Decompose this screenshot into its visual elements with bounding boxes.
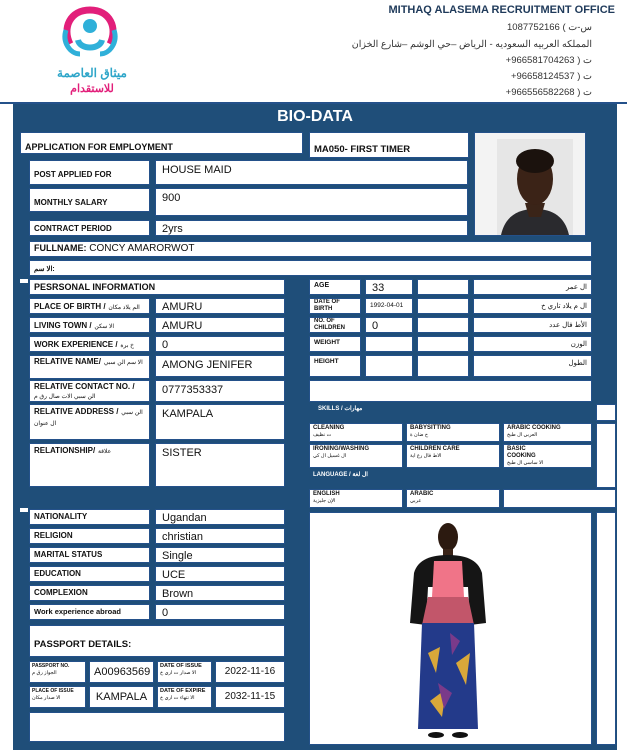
children-value: 0 [365, 317, 413, 333]
dob-ar: ال م يلاد تاري خ [473, 298, 592, 314]
language-arabic [406, 489, 500, 508]
fullname-ar-label: الا سم: [34, 266, 55, 273]
education-value: UCE [155, 566, 285, 582]
application-code: MA050- FIRST TIMER [309, 132, 469, 158]
passport-no-label-ar: الجواز رق م [32, 670, 57, 676]
skill-children-care [406, 444, 500, 468]
language-heading-en: LANGUAGE / [313, 472, 351, 478]
exp-label [29, 336, 150, 352]
exp-value: 0 [155, 336, 285, 352]
relative-address-label-en: RELATIVE ADDRESS / [34, 407, 119, 416]
skill-cleaning-ar: ت نظيف [313, 432, 332, 438]
relationship-value: SISTER [155, 443, 285, 487]
issue-date-label [157, 661, 212, 683]
skill-arabic-cooking [503, 423, 592, 442]
relative-name-value: AMONG JENIFER [155, 355, 285, 377]
relative-name-label [29, 355, 150, 379]
height-ar: الطول [473, 355, 592, 377]
pob-value: AMURU [155, 298, 285, 314]
fullname-value: CONCY AMARORWOT [89, 243, 195, 254]
expire-date-value: 2032-11-15 [215, 686, 285, 708]
religion-value: christian [155, 528, 285, 544]
skill-ironing-en: IRONING/WASHING [313, 446, 370, 452]
skill-arabic-cooking-en: ARABIC COOKING [507, 425, 561, 431]
skill-babysitting-ar: ح ضان ة [410, 432, 429, 438]
relative-address-label [29, 404, 150, 440]
children-ar: الأط فال عدد [473, 317, 592, 333]
town-label [29, 317, 150, 333]
relationship-label-ar: علاقة [97, 449, 112, 455]
skill-basic-cooking-ar: الا ساسي ال طبخ [507, 460, 544, 466]
education-label: EDUCATION [29, 566, 150, 582]
weight-blank [417, 336, 469, 352]
fullname-ar-row [29, 260, 592, 276]
fullname-label: FULLNAME: [34, 243, 87, 253]
relative-contact-label-ar: الن سبي الات صال رق م [34, 394, 96, 400]
religion-label: RELIGION [29, 528, 150, 544]
issue-date-label-en: DATE OF ISSUE [160, 663, 202, 669]
expire-date-label-ar: الا نتهاء ت اري خ [160, 695, 195, 701]
post-value: HOUSE MAID [155, 160, 468, 185]
office-phone-3: +966556582268 ) ت [505, 87, 592, 98]
dob-label: DATE OF BIRTH [309, 298, 361, 314]
bio-title: BIO-DATA [277, 108, 353, 125]
skills-right-column [596, 423, 616, 488]
abroad-label: Work experience abroad [29, 604, 150, 620]
height-label: HEIGHT [309, 355, 361, 377]
passport-no-value: A00963569 [89, 661, 154, 683]
logo [40, 4, 140, 72]
children-blank [417, 317, 469, 333]
pob-label-ar: الم يلاد مكان [108, 305, 140, 311]
skill-cleaning-en: CLEANING [313, 425, 345, 431]
skills-heading-ar: مهارات [344, 406, 363, 412]
photo-frame [474, 132, 586, 236]
relative-address-label-ar: الن سبي ال عنوان [34, 410, 143, 427]
issue-place-value: KAMPALA [89, 686, 154, 708]
skill-cleaning [309, 423, 403, 442]
nationality-value: Ugandan [155, 509, 285, 525]
marital-label: MARITAL STATUS [29, 547, 150, 563]
pob-label [29, 298, 150, 314]
pob-label-en: PLACE OF BIRTH / [34, 302, 106, 311]
dob-value: 1992-04-01 [365, 298, 413, 314]
office-phone-1: +966581704263 ) ت [505, 55, 592, 66]
logo-text-ar-2: للاستقدام [70, 83, 114, 95]
relative-address-value: KAMPALA [155, 404, 285, 440]
left-blank-box [20, 279, 28, 283]
passport-no-label-en: PASSPORT NO. [32, 663, 70, 669]
complexion-label: COMPLEXION [29, 585, 150, 601]
office-phone-2: +96658124537 ) ت [510, 71, 592, 82]
height-value [365, 355, 413, 377]
skills-heading-en: SKILLS / [318, 406, 343, 412]
issue-place-label-en: PLACE OF ISSUE [32, 688, 74, 694]
language-heading [313, 471, 368, 478]
salary-value: 900 [155, 188, 468, 216]
skill-basic-cooking [503, 444, 592, 468]
skills-right-blank [596, 404, 616, 421]
contract-value: 2yrs [155, 220, 468, 236]
skill-children-care-en: CHILDREN CARE [410, 446, 460, 452]
office-address: المملكه العربيه السعوديه - الرياض –حي الوشم –شارع الخزان [351, 39, 592, 50]
language-heading-ar: ال لغة [352, 472, 368, 478]
language-arabic-ar: عربي [410, 498, 422, 504]
skill-ironing [309, 444, 403, 468]
passport-no-label [29, 661, 86, 683]
relationship-label [29, 443, 150, 487]
age-label: AGE [309, 279, 361, 295]
age-value: 33 [365, 279, 413, 295]
exp-label-en: WORK EXPERIENCE / [34, 340, 118, 349]
relative-contact-value: 0777353337 [155, 380, 285, 402]
language-arabic-en: ARABIC [410, 491, 434, 497]
logo-text-ar: ميثاق العاصمة [57, 66, 127, 80]
fullname-row [29, 241, 592, 257]
nationality-label: NATIONALITY [29, 509, 150, 525]
relative-name-label-en: RELATIVE NAME/ [34, 357, 101, 366]
office-name: MITHAQ ALASEMA RECRUITMENT OFFICE [388, 4, 615, 16]
town-label-en: LIVING TOWN / [34, 321, 92, 330]
relative-contact-label-en: RELATIVE CONTACT NO. / [34, 382, 135, 391]
language-english-en: ENGLISH [313, 491, 340, 497]
abroad-value: 0 [155, 604, 285, 620]
complexion-value: Brown [155, 585, 285, 601]
skill-babysitting-en: BABYSITTING [410, 425, 451, 431]
expire-date-label [157, 686, 212, 708]
passport-blank [29, 712, 285, 742]
passport-heading: PASSPORT DETAILS: [29, 625, 285, 657]
skill-children-care-ar: الاط فال رع اية [410, 453, 442, 459]
contract-label: CONTRACT PERIOD [29, 220, 150, 236]
relative-contact-label [29, 380, 150, 402]
town-value: AMURU [155, 317, 285, 333]
application-heading: APPLICATION FOR EMPLOYMENT [20, 132, 303, 154]
fullbody-photo-frame [309, 512, 592, 745]
dob-blank [417, 298, 469, 314]
fullbody-right-blank [596, 512, 616, 745]
details-outer [20, 508, 28, 512]
language-english [309, 489, 403, 508]
skills-heading [318, 405, 362, 412]
skill-ironing-ar: ال غسيل ال كي [313, 453, 347, 459]
relative-name-label-ar: الا سم الن سبي [103, 360, 143, 366]
skill-arabic-cooking-ar: العربي ال طبخ [507, 432, 538, 438]
issue-date-label-ar: الا صدار ت اري خ [160, 670, 197, 676]
fullbody-photo [310, 513, 591, 744]
issue-date-value: 2022-11-16 [215, 661, 285, 683]
skill-basic-cooking-en: BASIC COOKING [507, 446, 536, 459]
issue-place-label-ar: الا صدار مكان [32, 695, 61, 701]
marital-value: Single [155, 547, 285, 563]
height-blank [417, 355, 469, 377]
issue-place-label [29, 686, 86, 708]
skill-babysitting [406, 423, 500, 442]
weight-ar: الوزن [473, 336, 592, 352]
age-blank [417, 279, 469, 295]
weight-label: WEIGHT [309, 336, 361, 352]
expire-date-label-en: DATE OF EXPIRE [160, 688, 206, 694]
age-ar: ال عمر [473, 279, 592, 295]
post-label: POST APPLIED FOR [29, 160, 150, 185]
town-label-ar: الا سكن [94, 324, 115, 330]
exp-label-ar: خ برة [120, 343, 135, 349]
blank-row [309, 380, 592, 402]
portrait-photo [475, 133, 585, 235]
office-cr: س-ت ) 1087752166 [507, 22, 592, 33]
weight-value [365, 336, 413, 352]
language-blank [503, 489, 616, 508]
header [0, 0, 627, 104]
language-english-ar: الإن جليزية [313, 498, 336, 504]
relationship-label-en: RELATIONSHIP/ [34, 446, 96, 455]
salary-label: MONTHLY SALARY [29, 188, 150, 212]
personal-heading: PESRSONAL INFORMATION [29, 279, 285, 295]
children-label: NO. OF CHILDREN [309, 317, 361, 333]
